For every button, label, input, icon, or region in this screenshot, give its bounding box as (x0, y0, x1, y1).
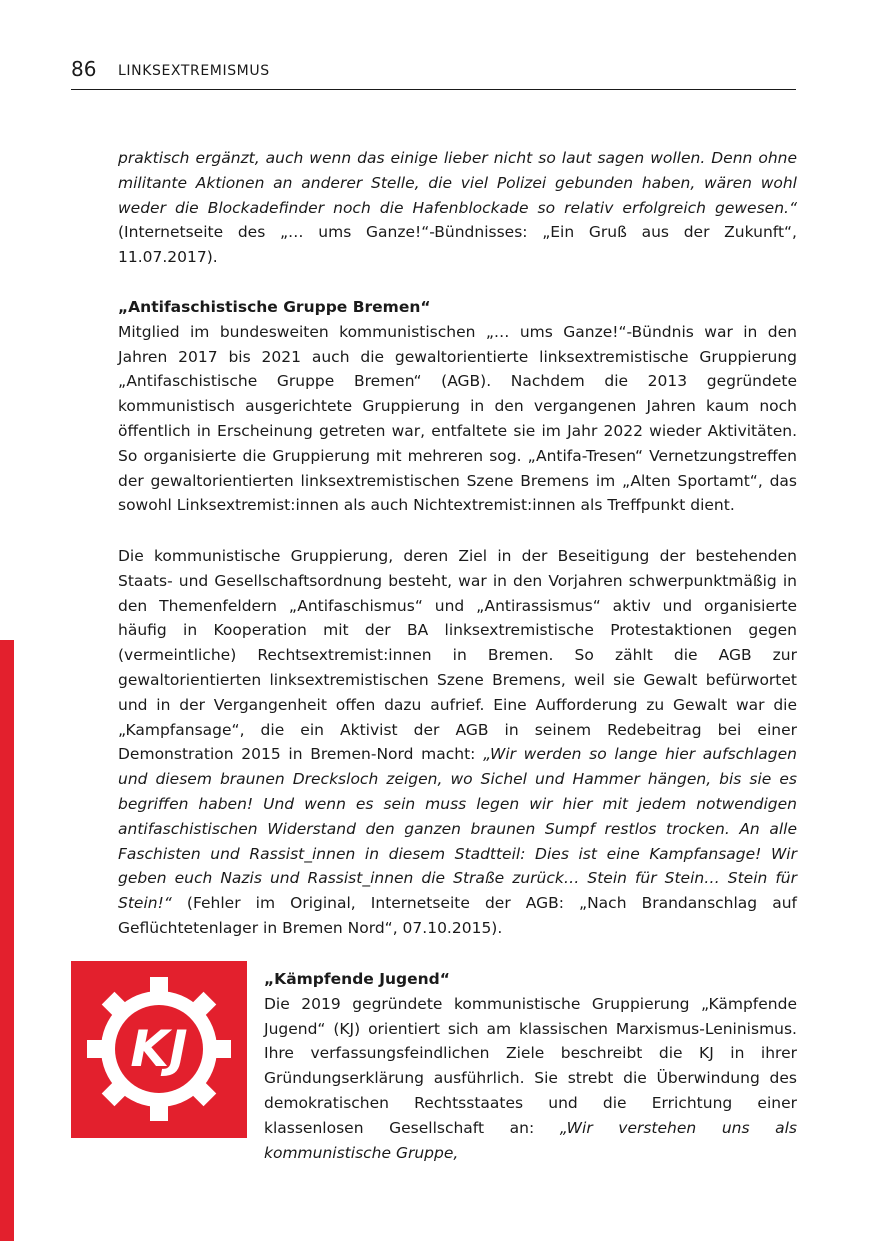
agb-paragraph-2 (118, 544, 797, 941)
kj-paragraph (264, 992, 797, 1166)
agb-quote-source: (Fehler im Original, Internetseite der AGB: „Nach Brandanschlag auf Geflüchtetenlager in Bremen Nord“, 07.10.2015). (118, 894, 797, 937)
red-side-bar (0, 640, 14, 1241)
quote-text: praktisch ergänzt, auch wenn das einige lieber nicht so laut sagen wollen. Denn ohne militante Aktionen an anderer Stelle, die viel Polizei gebunden haben, wären wohl weder die Blockadefinder noch die Hafenblockade so relativ erfolgreich gewesen.“ (118, 149, 797, 217)
page-header (71, 56, 796, 90)
page-number: 86 (71, 57, 97, 81)
section-agb (118, 295, 797, 518)
kj-logo (71, 961, 247, 1138)
kj-quote: „Wir verstehen uns als kommunistische Gruppe, (264, 1118, 798, 1162)
agb-paragraph-1: Mitglied im bundesweiten kommunistischen „… ums Ganze!“-Bündnis war in den Jahren 2017 bis 2021 auch die gewaltorientierte linksextremistische Gruppierung „Antifaschistische Gruppe Bremen“ (AGB). Nachdem die 2013 gegründete kommunistisch ausgerichtete Gruppierung in den vergangenen Jahren kaum noch öffentlich in Erscheinung getreten war, entfaltete sie im Jahr 2022 wieder Aktivitäten. So organisierte die Gruppierung mit mehreren sog. „Antifa-Tresen“ Vernetzungstreffen der gewaltorientierten linksextremistischen Szene Bremens im „Alten Sportamt“, das sowohl Linksextremist:innen als auch Nichtextremist:innen als Treffpunkt dient. (118, 322, 797, 515)
logo-text: KJ (130, 1020, 188, 1078)
agb-paragraph-2-text (118, 544, 797, 941)
kj-paragraph-intro: Die 2019 gegründete kommunistische Gruppierung „Kämpfende Jugend“ (KJ) orientiert sich am klassischen Marxismus-Leninismus. Ihre verfassungsfeindlichen Ziele beschreibt die KJ in ihrer Gründungserklärung ausführlich. Sie strebt die Überwindung des demokratischen Rechtsstaates und die Errichtung einer klassenlosen Gesellschaft an: (264, 994, 797, 1137)
agb-quote: „Wir werden so lange hier aufschlagen und diesem braunen Drecksloch zeigen, wo Sichel und Hammer hängen, bis sie es begriffen haben! Und wenn es sein muss legen wir hier mit jedem notwendigen antifaschistischen Widerstand den ganzen braunen Sumpf restlos trocken. An alle Faschisten und Rassist_innen in diesem Stadtteil: Dies ist eine Kampfansage! Wir geben euch Nazis und Rassist_innen die Straße zurück… Stein für Stein… Stein für Stein!“ (118, 745, 797, 913)
section-heading-agb: „Antifaschistische Gruppe Bremen“ (118, 298, 431, 316)
quote-continuation (118, 146, 797, 270)
section-kj (264, 967, 797, 1165)
quote-source: (Internetseite des „… ums Ganze!“-Bündnisses: „Ein Gruß aus der Zukunft“, 11.07.2017). (118, 223, 797, 267)
gear-logo-icon (71, 961, 247, 1138)
agb-paragraph-2-intro: Die kommunistische Gruppierung, deren Ziel in der Beseitigung der bestehenden Staats- und Gesellschaftsordnung besteht, war in den Vorjahren schwerpunktmäßig in den Themenfeldern „Antifaschismus“ und „Antirassismus“ aktiv und organisierte häufig in Kooperation mit der BA linksextremistische Protestaktionen gegen (vermeintliche) Rechtsextremist:innen in Bremen. So zählt die AGB zur gewaltorientierten linksextremistischen Szene Bremens, weil sie Gewalt befürwortet und in der Vergangenheit offen dazu aufrief. Eine Aufforderung zu Gewalt war die „Kampfansage“, die ein Aktivist der AGB in seinem Redebeitrag bei einer Demonstration 2015 in Bremen-Nord macht: (118, 547, 797, 764)
section-heading-kj: „Kämpfende Jugend“ (264, 970, 450, 988)
running-title: LINKSEXTREMISMUS (118, 63, 270, 79)
quote-paragraph (118, 146, 797, 270)
